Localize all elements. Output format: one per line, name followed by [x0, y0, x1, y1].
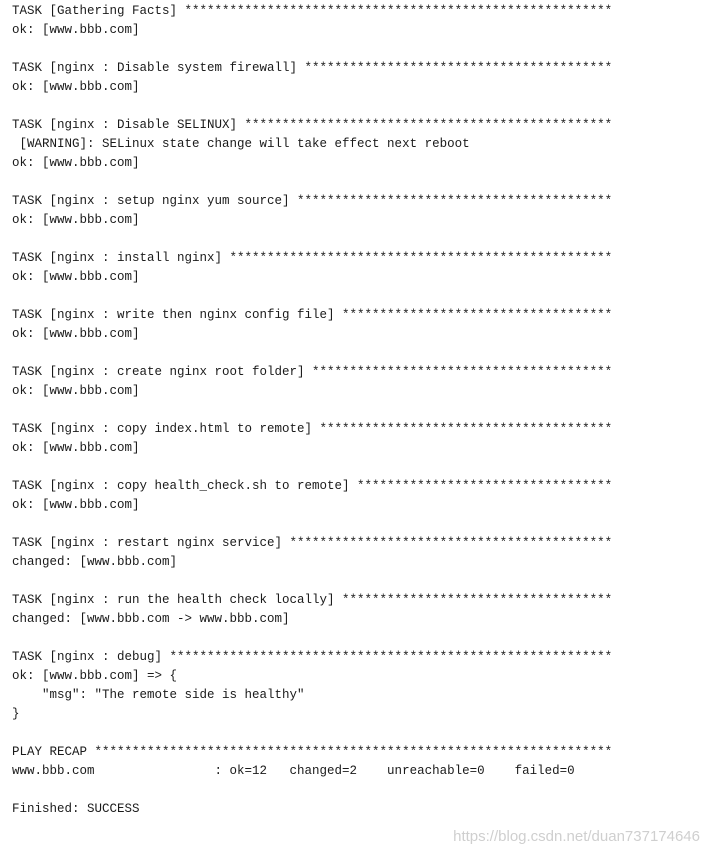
blank-line	[12, 724, 692, 743]
blank-line	[12, 572, 692, 591]
task-result-ok-line: ok: [www.bbb.com]	[12, 384, 140, 398]
task-result-ok-line: ok: [www.bbb.com]	[12, 441, 140, 455]
console-line: "msg": "The remote side is healthy"	[12, 688, 305, 702]
blank-line	[12, 458, 692, 477]
console-line: }	[12, 707, 20, 721]
blank-line	[12, 97, 692, 116]
task-result-changed-line: changed: [www.bbb.com]	[12, 555, 178, 569]
blank-line	[12, 230, 692, 249]
task-header-line: TASK [nginx : debug] ***********************************************************	[12, 650, 613, 664]
play-recap-header-line: PLAY RECAP *********************************************************************	[12, 745, 613, 759]
task-header-line: TASK [nginx : Disable system firewall] *****************************************	[12, 61, 613, 75]
blank-line	[12, 40, 692, 59]
task-header-line: TASK [nginx : setup nginx yum source] ******************************************	[12, 194, 613, 208]
console-line: www.bbb.com : ok=12 changed=2 unreachable=0 failed=0	[12, 764, 575, 778]
task-result-ok-line: ok: [www.bbb.com]	[12, 270, 140, 284]
console-output	[12, 2, 692, 819]
task-result-ok-line: ok: [www.bbb.com]	[12, 23, 140, 37]
blank-line	[12, 515, 692, 534]
task-result-ok-line: ok: [www.bbb.com]	[12, 80, 140, 94]
watermark-text: https://blog.csdn.net/duan737174646	[453, 828, 700, 845]
task-header-line: TASK [nginx : run the health check locally] ************************************	[12, 593, 613, 607]
task-result-ok-line: ok: [www.bbb.com]	[12, 498, 140, 512]
task-header-line: TASK [nginx : create nginx root folder] ****************************************	[12, 365, 613, 379]
task-result-changed-line: changed: [www.bbb.com -> www.bbb.com]	[12, 612, 290, 626]
blank-line	[12, 173, 692, 192]
task-result-ok-line: ok: [www.bbb.com]	[12, 156, 140, 170]
blank-line	[12, 781, 692, 800]
task-result-ok-line: ok: [www.bbb.com] => {	[12, 669, 178, 683]
task-header-line: TASK [nginx : restart nginx service] *******************************************	[12, 536, 613, 550]
finished-status-line: Finished: SUCCESS	[12, 802, 140, 816]
task-header-line: TASK [nginx : copy index.html to remote] ***************************************	[12, 422, 613, 436]
task-header-line: TASK [nginx : Disable SELINUX] *************************************************	[12, 118, 613, 132]
task-header-line: TASK [nginx : copy health_check.sh to remote] **********************************	[12, 479, 613, 493]
blank-line	[12, 629, 692, 648]
task-header-line: TASK [nginx : install nginx] ***************************************************	[12, 251, 613, 265]
blank-line	[12, 401, 692, 420]
blank-line	[12, 287, 692, 306]
warning-line: [WARNING]: SELinux state change will take effect next reboot	[12, 137, 470, 151]
task-header-line: TASK [Gathering Facts] *********************************************************	[12, 4, 613, 18]
task-result-ok-line: ok: [www.bbb.com]	[12, 327, 140, 341]
blank-line	[12, 344, 692, 363]
task-header-line: TASK [nginx : write then nginx config file] ************************************	[12, 308, 613, 322]
task-result-ok-line: ok: [www.bbb.com]	[12, 213, 140, 227]
